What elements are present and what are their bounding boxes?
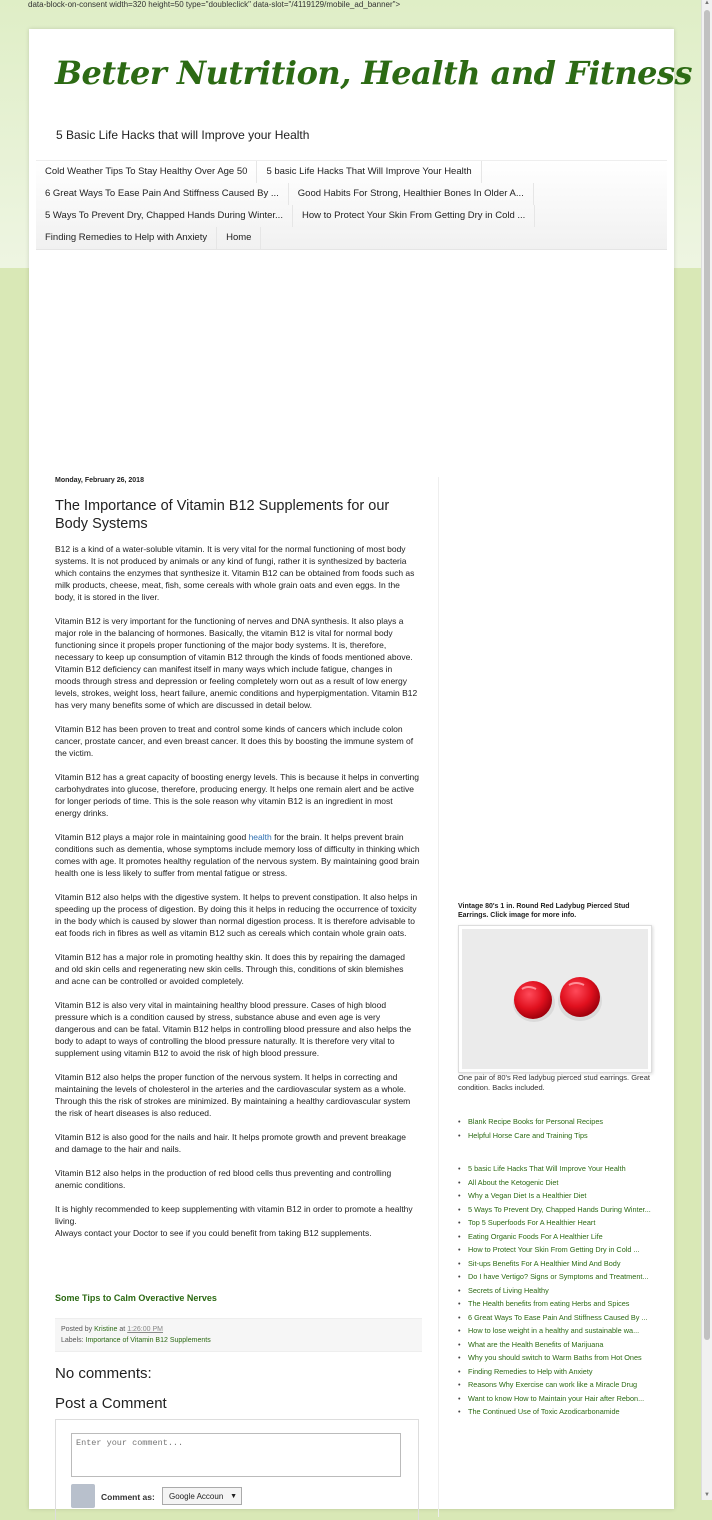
sidebar-post-link[interactable]: • Want to know How to Maintain your Hair after Rebon...: [468, 1394, 658, 1403]
post-body: [55, 543, 420, 1251]
tab-chapped-hands[interactable]: 5 Ways To Prevent Dry, Chapped Hands During Winter...: [36, 205, 293, 227]
blog-container: [29, 29, 692, 1509]
sidebar-post-link[interactable]: • Why you should switch to Warm Baths from Hot Ones: [468, 1353, 658, 1362]
post-paragraph: B12 is a kind of a water-soluble vitamin. It is very vital for the normal functioning of most body systems. It is not produced by animals or any kind of fungi, rather it is synthesized by bacteria which contains the enzymes that synthesize it. Vitamin B12 can be obtained from foods such as milk products, cheese, meat, fish, some cereals with whole grain oats and even eggs. In the body, it is stored in the liver.: [55, 544, 415, 602]
sidebar-post-link[interactable]: • What are the Health Benefits of Marijuana: [468, 1340, 658, 1349]
sidebar-post-link[interactable]: • Reasons Why Exercise can work like a Miracle Drug: [468, 1380, 658, 1389]
sidebar-post-link[interactable]: • Sit-ups Benefits For A Healthier Mind And Body: [468, 1259, 658, 1268]
post-paragraph: Vitamin B12 is also good for the nails and hair. It helps promote growth and prevent breakage and damage to the hair and nails.: [55, 1132, 406, 1154]
post-author-line: [61, 1324, 416, 1335]
post-paragraph: Vitamin B12 is very important for the functioning of nerves and DNA synthesis. It also plays a major role in the balancing of hormones. Basically, the vitamin B12 is vital for normal body functioning since it propels proper functioning of the major body systems. It is, therefore, necessary to keep up consumption of vitamin B12 through the kinds of foods mentioned above. Vitamin B12 deficiency can manifest itself in many ways which include fatigue, changes in moods through stress and depression or feeling completely worn out as a result of low energy levels, strokes, weight loss, heart failure, anemic conditions and hyperpigmentation. Vitamin B12 has very many benefits some of which are discussed in detail below.: [55, 616, 418, 710]
scroll-up-icon[interactable]: ▲: [704, 0, 710, 6]
comment-textarea[interactable]: [71, 1433, 401, 1477]
earrings-image[interactable]: [458, 925, 652, 1073]
ad-widget-title: Vintage 80's 1 in. Round Red Ladybug Pierced Stud Earrings. Click image for more info.: [458, 903, 630, 919]
account-select[interactable]: [162, 1487, 242, 1505]
post-date: Monday, February 26, 2018: [55, 477, 144, 484]
post-text: Always contact your Doctor to see if you could benefit from taking B12 supplements.: [55, 1228, 372, 1238]
sidebar-post-link[interactable]: • Eating Organic Foods For A Healthier Life: [468, 1232, 658, 1241]
post-paragraph: [55, 1071, 420, 1119]
tab-ease-pain[interactable]: 6 Great Ways To Ease Pain And Stiffness Caused By ...: [36, 183, 289, 205]
post-paragraph: Vitamin B12 has a major role in promoting healthy skin. It does this by repairing the damaged and old skin cells and regenerating new skin cells. Through this, conditions of skin blemishes and acne can be controlled or avoided completely.: [55, 952, 405, 986]
tab-cold-weather-tips[interactable]: Cold Weather Tips To Stay Healthy Over Age 50: [36, 161, 257, 183]
tab-anxiety-remedies[interactable]: Finding Remedies to Help with Anxiety: [36, 227, 217, 249]
page-tabs-nav: [36, 160, 667, 250]
post-text: Through this the risk of strokes are minimized. By maintaining a healthy cardiovascular system the risk of heart diseases is also reduced.: [55, 1096, 411, 1118]
post-paragraph: Vitamin B12 is also very vital in maintaining healthy blood pressure. Cases of high blood pressure which is a condition caused by stress, substance abuse and even age is very dangerous and can be fatal. Vitamin B12 helps in controlling blood pressure and also helps the body to adapt to ways of controlling the blood pressure naturally. It is therefore very vital to supplement using vitamin B12 to avoid the risk of high blood pressure.: [55, 1000, 412, 1058]
sidebar-links-a: [458, 1117, 658, 1144]
chevron-down-icon: ▼: [230, 1493, 237, 1500]
post-labels-line: [61, 1335, 416, 1346]
column-divider: [438, 477, 439, 1517]
sidebar-post-link[interactable]: • 5 Ways To Prevent Dry, Chapped Hands During Winter...: [468, 1205, 658, 1214]
sidebar-post-link[interactable]: • Finding Remedies to Help with Anxiety: [468, 1367, 658, 1376]
comment-as-label: Comment as:: [101, 1492, 155, 1502]
tab-life-hacks[interactable]: 5 basic Life Hacks That Will Improve Your Health: [257, 161, 481, 183]
user-avatar-icon: [71, 1484, 95, 1508]
post-text: Vitamin B12 also helps the proper function of the nervous system. It helps in correcting and maintaining the levels of cholesterol in the arteries and the cardiovascular system as a whole.: [55, 1072, 407, 1094]
post-paragraph: [55, 831, 420, 879]
author-link[interactable]: Kristine: [94, 1326, 118, 1333]
post-text: Vitamin B12 plays a major role in maintaining good: [55, 832, 249, 842]
post-footer: [55, 1318, 422, 1352]
post-paragraph: Vitamin B12 has a great capacity of boosting energy levels. This is because it helps in converting carbohydrates into glucose, therefore, producing energy. It helps one remain alert and be active for longer periods of time. This is the sole reason why vitamin B12 is an ingredient in most energy drinks.: [55, 772, 419, 818]
earrings-photo: [462, 929, 648, 1069]
sidebar-post-link[interactable]: • How to Protect Your Skin From Getting Dry in Cold ...: [468, 1245, 658, 1254]
tab-row: [36, 183, 667, 205]
sidebar-link[interactable]: • Blank Recipe Books for Personal Recipes: [468, 1117, 658, 1126]
scrollbar-thumb[interactable]: [704, 10, 710, 1340]
ad-widget-caption: One pair of 80's Red ladybug pierced stud earrings. Great condition. Backs included.: [458, 1073, 650, 1092]
post-paragraph: Vitamin B12 has been proven to treat and control some kinds of cancers which include colon cancer, prostate cancer, and even breast cancer. It does this by boosting the immune system of the victim.: [55, 724, 414, 758]
labels-label: Labels:: [61, 1337, 84, 1344]
sidebar-post-link[interactable]: • The Health benefits from eating Herbs and Spices: [468, 1299, 658, 1308]
sidebar-post-link[interactable]: • 5 basic Life Hacks That Will Improve Your Health: [468, 1164, 658, 1173]
post-comment-heading: Post a Comment: [55, 1395, 167, 1412]
post-text: for the brain. It helps prevent brain conditions such as dementia, whose symptoms include memory loss of difficulty in thinking which comes with age. It promotes healthy regulation of the nervous system. By maintaining good brain health one is less likely to suffer from mental fatigue or stress.: [55, 832, 420, 878]
blog-description: 5 Basic Life Hacks that will Improve your Health: [56, 128, 310, 142]
at-label: at: [119, 1326, 126, 1333]
post-title: The Importance of Vitamin B12 Supplements for our Body Systems: [55, 498, 390, 532]
sidebar-post-link[interactable]: • 6 Great Ways To Ease Pain And Stiffness Caused By ...: [468, 1313, 658, 1322]
older-post-link[interactable]: Some Tips to Calm Overactive Nerves: [55, 1293, 217, 1303]
tab-home[interactable]: Home: [217, 227, 261, 249]
sidebar-post-link[interactable]: • Top 5 Superfoods For A Healthier Heart: [468, 1218, 658, 1227]
post-timestamp-link[interactable]: 1:26:00 PM: [127, 1326, 163, 1333]
comments-count-heading: No comments:: [55, 1365, 152, 1382]
posted-by-label: Posted by: [61, 1326, 93, 1333]
post-paragraph: Vitamin B12 also helps with the digestive system. It helps to prevent constipation. It also helps in speeding up the process of digestion. By doing this it helps in reducing the occurrence of toxicity in the body which is caused by slower than normal digestion process. It is therefore advisable to eat foods rich in fibres as well as vitamin B12 such as cereals which contain whole grain oats.: [55, 892, 418, 938]
tab-row: [36, 205, 667, 227]
tab-row: [36, 227, 667, 249]
post-label-link[interactable]: Importance of Vitamin B12 Supplements: [85, 1337, 211, 1344]
sidebar-link[interactable]: • Helpful Horse Care and Training Tips: [468, 1131, 658, 1140]
sidebar-posts-list: [458, 1164, 658, 1421]
post-paragraph: [55, 1203, 420, 1239]
sidebar-post-link[interactable]: • Do I have Vertigo? Signs or Symptoms and Treatment...: [468, 1272, 658, 1281]
tab-protect-skin[interactable]: How to Protect Your Skin From Getting Dry in Cold ...: [293, 205, 535, 227]
ladybug-earrings-illustration: [462, 929, 648, 1069]
vertical-scrollbar[interactable]: [701, 0, 712, 1500]
comment-form: [55, 1419, 419, 1520]
sidebar-post-link[interactable]: • The Continued Use of Toxic Azodicarbonamide: [468, 1407, 658, 1416]
post-paragraph: Vitamin B12 also helps in the production of red blood cells thus preventing and controlling anemic conditions.: [55, 1168, 392, 1190]
account-select-value: Google Accoun: [169, 1492, 224, 1501]
blog-title[interactable]: Better Nutrition, Health and Fitness: [55, 54, 692, 92]
health-link[interactable]: health: [248, 832, 272, 842]
sidebar-post-link[interactable]: • How to lose weight in a healthy and sustainable wa...: [468, 1326, 658, 1335]
tab-row: [36, 161, 667, 183]
sidebar-post-link[interactable]: • Secrets of Living Healthy: [468, 1286, 658, 1295]
sidebar-post-link[interactable]: • Why a Vegan Diet Is a Healthier Diet: [468, 1191, 658, 1200]
tab-healthy-bones[interactable]: Good Habits For Strong, Healthier Bones In Older A...: [289, 183, 534, 205]
ad-code-snippet: data-block-on-consent width=320 height=50 type="doubleclick" data-slot="/4119129/mobile_ad_banner">: [28, 0, 401, 9]
scroll-down-icon[interactable]: ▼: [704, 1492, 710, 1498]
post-text: It is highly recommended to keep supplementing with vitamin B12 in order to promote a healthy living.: [55, 1204, 413, 1226]
sidebar-post-link[interactable]: • All About the Ketogenic Diet: [468, 1178, 658, 1187]
